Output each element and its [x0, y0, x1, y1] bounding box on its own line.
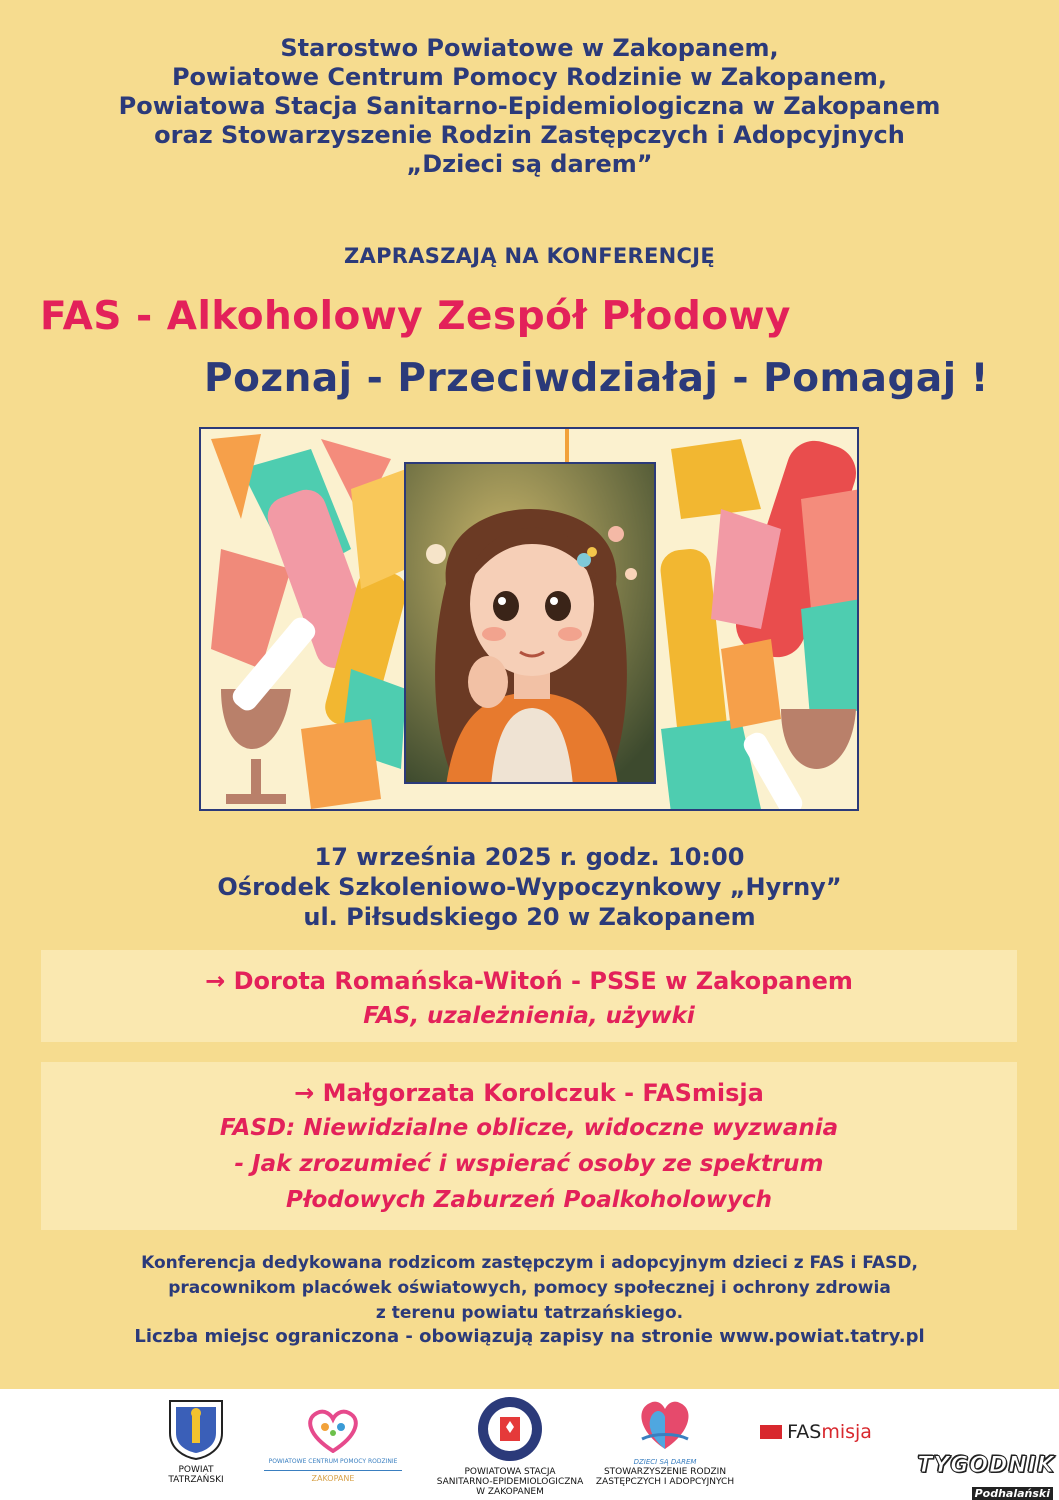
girl-portrait-art — [406, 464, 656, 784]
invite-heading: ZAPRASZAJĄ NA KONFERENCJĘ — [343, 244, 716, 268]
dzieci-sa-darem-logo — [590, 1395, 740, 1487]
pcpr-divider — [264, 1470, 402, 1471]
speaker-panel-2 — [41, 1062, 1017, 1230]
pcpr-logo — [258, 1407, 408, 1484]
family-heart-icon — [303, 1407, 363, 1453]
speaker-name: → Małgorzata Korolczuk - FASmisja — [294, 1079, 764, 1107]
speaker-topic: FASD: Niewidzialne oblicze, widoczne wyzwania — [219, 1115, 839, 1141]
heart-bow-icon — [632, 1395, 698, 1453]
event-address: ul. Piłsudskiego 20 w Zakopanem — [303, 903, 756, 931]
tygodnik-watermark-sub: Podhalański — [972, 1487, 1053, 1500]
psse-logo — [425, 1395, 595, 1497]
girl-portrait — [404, 462, 656, 784]
registration-note: Liczba miejsc ograniczona - obowiązują zapisy na stronie www.powiat.tatry.pl — [134, 1326, 925, 1347]
dzieci-tag: DZIECI SĄ DAREM — [633, 1458, 697, 1466]
conference-title: FAS - Alkoholowy Zespół Płodowy — [40, 294, 791, 339]
organizers-block — [0, 34, 1059, 179]
powiat-tatrzanski-logo — [150, 1399, 242, 1485]
psse-caption: POWIATOWA STACJA — [464, 1467, 556, 1477]
description-line: z terenu powiatu tatrzańskiego. — [375, 1303, 684, 1323]
fasmisja-logo — [760, 1421, 910, 1443]
dzieci-caption: ZASTĘPCZYCH I ADOPCYJNYCH — [595, 1477, 735, 1487]
description-line: pracownikom placówek oświatowych, pomocy społecznej i ochrony zdrowia — [168, 1278, 891, 1298]
tygodnik-watermark: TYGODNIK — [917, 1453, 1055, 1478]
organizer-line: Powiatowe Centrum Pomocy Rodzinie w Zakopanem, — [171, 63, 888, 91]
psse-caption: SANITARNO-EPIDEMIOLOGICZNA — [436, 1477, 584, 1487]
speaker-topic: Płodowych Zaburzeń Poalkoholowych — [286, 1187, 772, 1213]
partner-logos-footer — [0, 1389, 1059, 1500]
sanitary-inspection-emblem-icon — [472, 1395, 548, 1463]
description-line: Konferencja dedykowana rodzicom zastępczym i adopcyjnym dzieci z FAS i FASD, — [141, 1253, 918, 1273]
speaker-topic: FAS, uzależnienia, używki — [363, 1003, 695, 1029]
coat-of-arms-icon — [166, 1399, 226, 1461]
speaker-panel-1 — [41, 950, 1017, 1042]
organizer-line: Starostwo Powiatowe w Zakopanem, — [280, 34, 779, 62]
event-details — [0, 842, 1059, 932]
fasmisja-fas: FAS — [787, 1421, 822, 1443]
pcpr-bottom-caption: ZAKOPANE — [311, 1474, 355, 1483]
organizer-line: Powiatowa Stacja Sanitarno-Epidemiologiczna w Zakopanem — [118, 92, 941, 120]
pcpr-top-caption: POWIATOWE CENTRUM POMOCY RODZINIE — [268, 1458, 398, 1465]
fasmisja-misja: misja — [821, 1421, 872, 1443]
organizer-line: „Dzieci są darem” — [406, 150, 653, 178]
organizer-line: oraz Stowarzyszenie Rodzin Zastępczych i Adopcyjnych — [154, 121, 905, 149]
speaker-topic: - Jak zrozumieć i wspierać osoby ze spektrum — [234, 1151, 824, 1177]
powiat-caption: POWIAT — [178, 1465, 214, 1475]
psse-caption: W ZAKOPANEM — [476, 1487, 544, 1497]
speaker-name: → Dorota Romańska-Witoń - PSSE w Zakopanem — [205, 967, 853, 995]
powiat-caption: TATRZAŃSKI — [168, 1475, 224, 1485]
conference-subtitle: Poznaj - Przeciwdziałaj - Pomagaj ! — [204, 356, 989, 401]
audience-description — [0, 1251, 1059, 1326]
event-date-time: 17 września 2025 r. godz. 10:00 — [314, 843, 745, 871]
event-venue: Ośrodek Szkoleniowo-Wypoczynkowy „Hyrny” — [217, 873, 842, 901]
dzieci-caption: STOWARZYSZENIE RODZIN — [603, 1467, 727, 1477]
fasmisja-mark-icon — [760, 1425, 782, 1439]
